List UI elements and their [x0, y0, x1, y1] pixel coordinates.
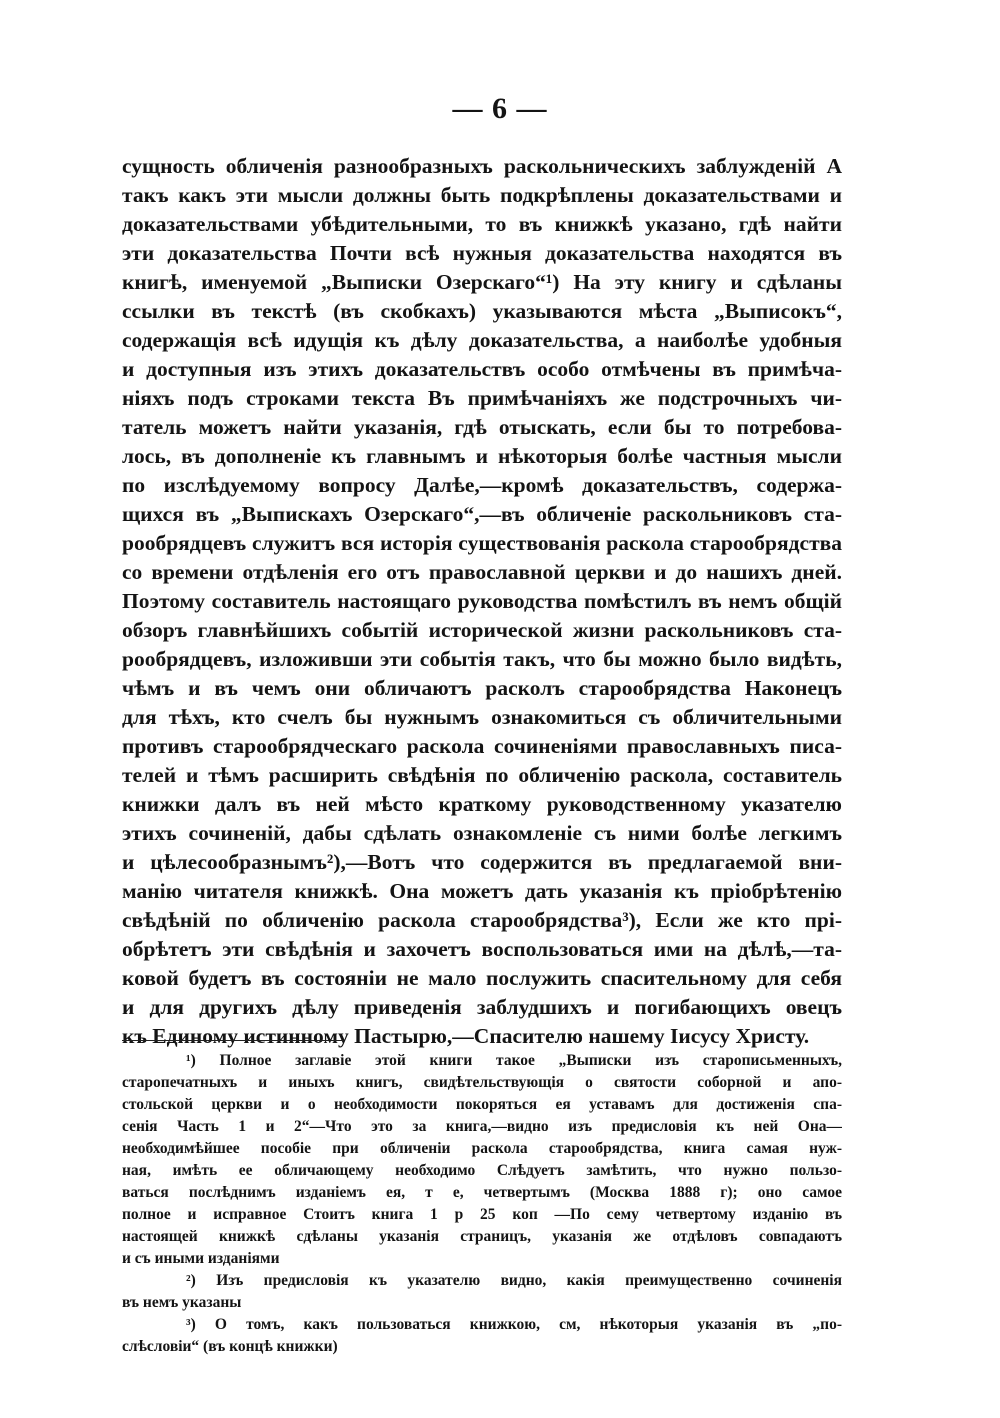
footnote-line: настоящей книжкѣ сдѣланы указанія страницъ, указанія же отдѣловъ совпадаютъ — [122, 1228, 842, 1245]
text-line: лось, въ дополненіе къ главнымъ и нѣкоторыя болѣе частныя мысли — [122, 444, 842, 468]
footnote-line: стольской церкви и о необходимости покоряться ея уставамъ для достиженія спа- — [122, 1096, 842, 1113]
footnotes — [122, 1050, 842, 1358]
footnote-line: въ немъ указаны — [122, 1294, 242, 1311]
text-line: татель можетъ найти указанія, гдѣ отыскать, если бы то потребова- — [122, 415, 842, 439]
footnote-line: ваться послѣднимъ изданіемъ ея, т е, четвертымъ (Москва 1888 г); оно самое — [122, 1184, 842, 1201]
text-line: ссылки въ текстѣ (въ скобкахъ) указываются мѣста „Выписокъ“, — [122, 299, 842, 323]
body-text — [122, 152, 842, 1051]
footnote-line: сенія Часть 1 и 2“—Что это за книга,—видно изъ предисловія къ ней Она— — [122, 1118, 842, 1135]
text-line: этихъ сочиненій, дабы сдѣлать ознакомленіе съ ними болѣе легкимъ — [122, 821, 842, 845]
footnote-separator — [122, 1040, 344, 1041]
text-line: манію читателя книжкѣ. Она можетъ дать указанія къ пріобрѣтенію — [122, 879, 842, 903]
text-line: книжки далъ въ ней мѣсто краткому руководственному указателю — [122, 792, 842, 816]
text-line: противъ старообрядческаго раскола сочиненіями православныхъ писа- — [122, 734, 842, 758]
text-line: со времени отдѣленія его отъ православной церкви и до нашихъ дней. — [122, 560, 842, 584]
text-line: по изслѣдуемому вопросу Далѣе,—кромѣ доказательствъ, содержа- — [122, 473, 842, 497]
footnote-start: ²) Изъ предисловія къ указателю видно, какія преимущественно сочиненія — [186, 1272, 842, 1289]
footnote-line: необходимѣйшее пособіе при обличеніи раскола старообрядства, книга самая нуж- — [122, 1140, 842, 1157]
text-line: щихся въ „Выпискахъ Озерскаго“,—въ обличеніе раскольниковъ ста- — [122, 502, 842, 526]
text-line: обрѣтетъ эти свѣдѣнія и захочетъ воспользоваться ими на дѣлѣ,—та- — [122, 937, 842, 961]
text-line: книгѣ, именуемой „Выписки Озерскаго“¹) На эту книгу и сдѣланы — [122, 270, 842, 294]
text-line: и цѣлесообразнымъ²),—Вотъ что содержится въ предлагаемой вни- — [122, 850, 842, 874]
text-line: эти доказательства Почти всѣ нужныя доказательства находятся въ — [122, 241, 842, 265]
text-line: для тѣхъ, кто счелъ бы нужнымъ ознакомиться съ обличительными — [122, 705, 842, 729]
text-line: рообрядцевъ служитъ вся исторія существованія раскола старообрядства — [122, 531, 842, 555]
text-line: сущность обличенія разнообразныхъ раскольническихъ заблужденій А — [122, 154, 842, 178]
text-line: ніяхъ подъ строками текста Въ примѣчаніяхъ же подстрочныхъ чи- — [122, 386, 842, 410]
text-line: доказательствами убѣдительными, то въ книжкѣ указано, гдѣ найти — [122, 212, 842, 236]
text-line: ковой будетъ въ состояніи не мало послужить спасительному для себя — [122, 966, 842, 990]
text-line: содержащія всѣ идущія къ дѣлу доказательства, а наиболѣе удобныя — [122, 328, 842, 352]
footnote-line: ная, имѣть ее обличающему необходимо Слѣдуетъ замѣтить, что нужно пользо- — [122, 1162, 842, 1179]
footnote-line: полное и исправное Стоитъ книга 1 р 25 коп —По сему четвертому изданію въ — [122, 1206, 842, 1223]
text-line: такъ какъ эти мысли должны быть подкрѣплены доказательствами и — [122, 183, 842, 207]
text-line: рообрядцевъ, изложивши эти событія такъ, что бы можно было видѣть, — [122, 647, 842, 671]
page-number: — 6 — — [452, 92, 548, 125]
footnote-line: старопечатныхъ и иныхъ книгъ, свидѣтельствующія о святости соборной и апо- — [122, 1074, 842, 1091]
text-line: Поэтому составитель настоящаго руководства помѣстилъ въ немъ общій — [122, 589, 842, 613]
footnote-line: слѣсловіи“ (въ концѣ книжки) — [122, 1338, 338, 1355]
text-line: и доступныя изъ этихъ доказательствъ особо отмѣчены въ примѣча- — [122, 357, 842, 381]
footnote-start: ¹) Полное заглавіе этой книги такое „Выписки изъ старописьменныхъ, — [186, 1052, 842, 1069]
text-line: чѣмъ и въ чемъ они обличаютъ расколъ старообрядства Наконецъ — [122, 676, 842, 700]
text-line: и для другихъ дѣлу приведенія заблудшихъ и погибающихъ овецъ — [122, 995, 842, 1019]
text-line: телей и тѣмъ расширить свѣдѣнія по обличенію раскола, составитель — [122, 763, 842, 787]
footnote-line: и съ иными изданіями — [122, 1250, 280, 1267]
text-line: обзоръ главнѣйшихъ событій исторической жизни раскольниковъ ста- — [122, 618, 842, 642]
footnote-start: ³) О томъ, какъ пользоваться книжкою, см, нѣкоторыя указанія въ „по- — [186, 1316, 842, 1333]
text-line: къ Единому истинному Пастырю,—Спасителю нашему Іисусу Христу. — [122, 1024, 810, 1048]
text-line: свѣдѣній по обличенію раскола старообрядства³), Если же кто прі- — [122, 908, 842, 932]
